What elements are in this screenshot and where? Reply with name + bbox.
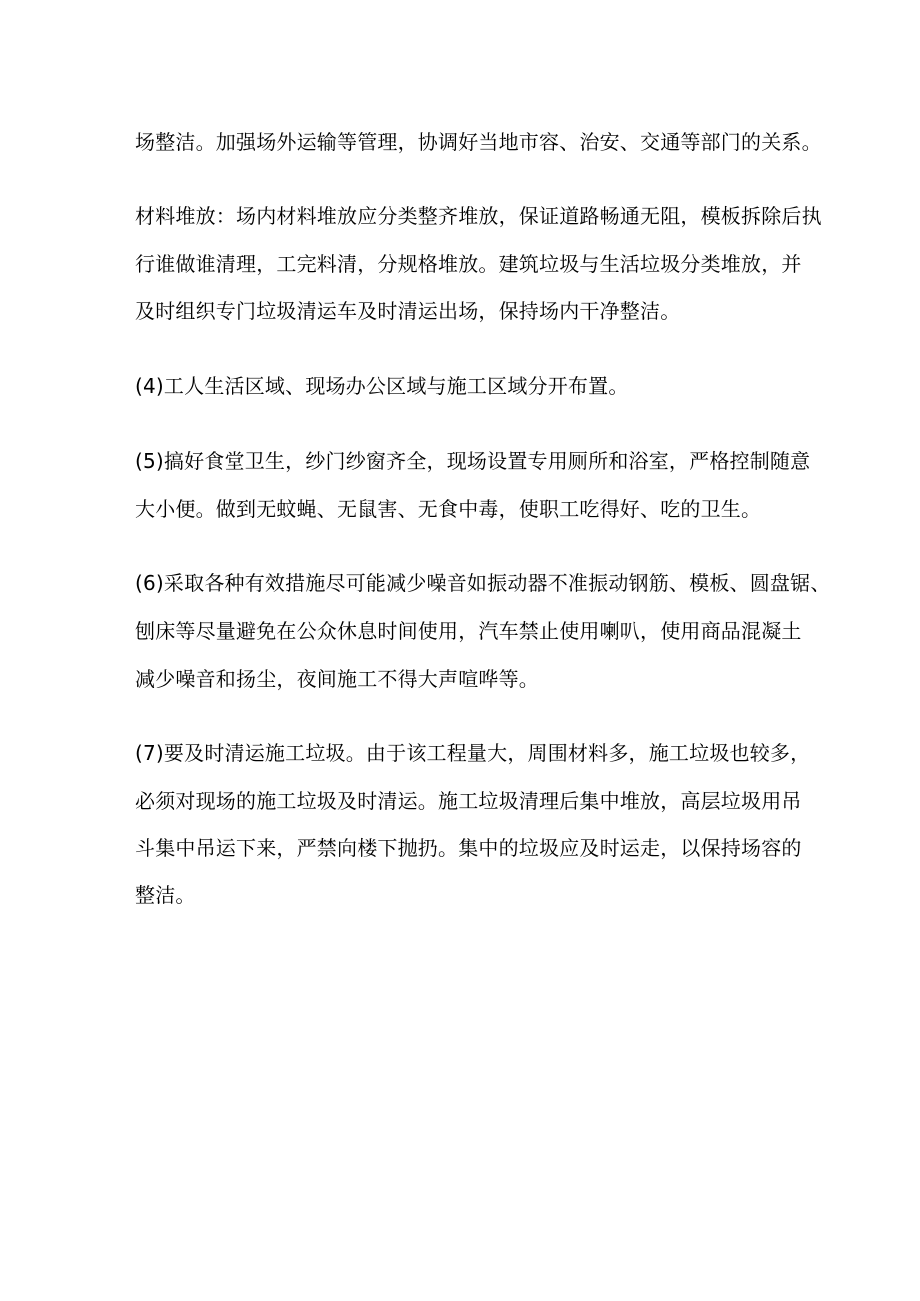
paragraph-2-line-2: 行谁做谁清理，工完料清，分规格堆放。建筑垃圾与生活垃圾分类堆放，并 xyxy=(135,252,802,276)
paragraph-5-line-3: 减少噪音和扬尘，夜间施工不得大声喧哗等。 xyxy=(135,667,539,691)
paragraph-6-line-2: 必须对现场的施工垃圾及时清运。施工垃圾清理后集中堆放，高层垃圾用吊 xyxy=(135,789,802,813)
paragraph-6-line-4: 整洁。 xyxy=(135,883,196,907)
paragraph-2-line-3: 及时组织专门垃圾清运车及时清运出场，保持场内干净整洁。 xyxy=(135,299,681,323)
paragraph-2-line-1: 材料堆放：场内材料堆放应分类整齐堆放，保证道路畅通无阻，模板拆除后执 xyxy=(135,204,822,228)
paragraph-4-line-1: (5)搞好食堂卫生，纱门纱窗齐全，现场设置专用厕所和浴室，严格控制随意 xyxy=(135,449,811,473)
paragraph-4-line-2: 大小便。做到无蚊蝇、无鼠害、无食中毒，使职工吃得好、吃的卫生。 xyxy=(135,497,762,521)
paragraph-5-line-1: (6)采取各种有效措施尽可能减少噪音如振动器不准振动钢筋、模板、圆盘锯、 xyxy=(135,571,831,595)
paragraph-5-line-2: 刨床等尽量避免在公众休息时间使用，汽车禁止使用喇叭，使用商品混凝土 xyxy=(135,619,802,643)
paragraph-6-line-3: 斗集中吊运下来，严禁向楼下抛扔。集中的垃圾应及时运走，以保持场容的 xyxy=(135,836,802,860)
paragraph-6-line-1: (7)要及时清运施工垃圾。由于该工程量大，周围材料多，施工垃圾也较多， xyxy=(135,741,811,765)
paragraph-3-line-1: (4)工人生活区域、现场办公区域与施工区域分开布置。 xyxy=(135,374,629,398)
paragraph-1-line-1: 场整洁。加强场外运输等管理，协调好当地市容、治安、交通等部门的关系。 xyxy=(135,130,822,154)
